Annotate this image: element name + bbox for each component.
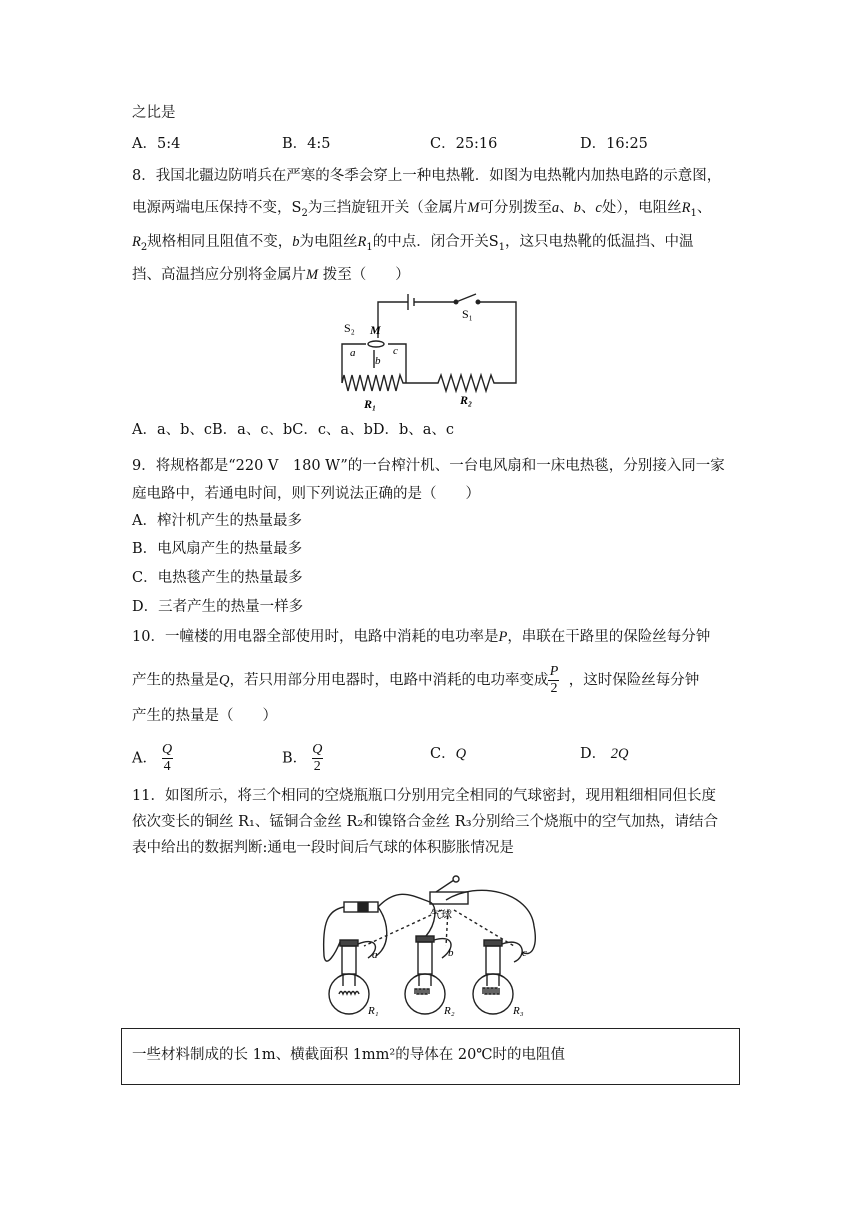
wire-c-label: c [522, 947, 527, 959]
m-label: M [370, 323, 381, 337]
q10-option-b[interactable]: B． $\frac{Q}{2}$ [282, 742, 323, 774]
q10-line-3: 产生的热量是（ ） [132, 708, 277, 724]
q10-line-1: 10．一幢楼的用电器全部使用时，电路中消耗的电功率是P，串联在干路里的保险丝每分钟 [132, 629, 711, 645]
q9-option-a[interactable]: A．榨汁机产生的热量最多 [132, 513, 302, 529]
q11-line-3: 表中给出的数据判断:通电一段时间后气球的体积膨胀情况是 [132, 840, 514, 856]
q9-option-b[interactable]: B．电风扇产生的热量最多 [132, 541, 303, 557]
q10-option-c[interactable]: C．Q [430, 746, 467, 762]
q9-line-1: 9．将规格都是“220 V 180 W”的一台榨汁机、一台电风扇和一床电热毯，分别接入同一家 [132, 458, 725, 474]
q10-line-2: 产生的热量是Q，若只用部分用电器时，电路中消耗的电功率变成 $\frac{P}{2}$ ，这时保险丝每分钟 [132, 664, 700, 696]
r1-label: R₁ [364, 397, 377, 411]
q10-option-d[interactable]: D． 2Q [580, 746, 629, 762]
q7-option-c[interactable]: C．25:16 [430, 136, 498, 152]
resistivity-table [121, 1028, 740, 1085]
q8-line-1: 8．我国北疆边防哨兵在严寒的冬季会穿上一种电热靴．如图为电热靴内加热电路的示意图， [132, 168, 722, 184]
q8-line-3: $R_2$规格相同且阻值不变，b为电阻丝$R_1$的中点．闭合开关$S_1$，这只电热靴的低温挡、中温 [132, 234, 694, 253]
q7-option-d[interactable]: D．16:25 [580, 136, 648, 152]
q11-line-1: 11．如图所示，将三个相同的空烧瓶瓶口分别用完全相同的气球密封，现用粗细相同但长度 [132, 788, 716, 804]
q11-line-2: 依次变长的铜丝 R₁、锰铜合金丝 R₂和镍铬合金丝 R₃分别给三个烧瓶中的空气加热，请结合 [132, 814, 719, 830]
q8-line-4: 挡、高温挡应分别将金属片M 拨至（ ） [132, 267, 410, 283]
balloon-label: 气球 [430, 909, 452, 921]
q9-option-c[interactable]: C．电热毯产生的热量最多 [132, 570, 303, 586]
q7-option-b[interactable]: B．4:5 [282, 136, 331, 152]
table-caption: 一些材料制成的长 1m、横截面积 1mm²的导体在 20℃时的电阻值 [132, 1047, 566, 1063]
flask-r3-label: R₃ [513, 1005, 524, 1017]
q7-option-a[interactable]: A．5:4 [132, 136, 181, 152]
flask-r2-label: R₂ [444, 1005, 455, 1017]
a-label: a [350, 347, 356, 359]
wire-b-label: b [448, 947, 454, 959]
wire-a-label: a [372, 949, 378, 961]
p-over-2-fraction: $\frac{P}{2}$ [549, 664, 559, 696]
q9-line-2: 庭电路中，若通电时间，则下列说法正确的是（ ） [132, 486, 480, 502]
q8-circuit-figure [338, 290, 523, 415]
q9-option-d[interactable]: D．三者产生的热量一样多 [132, 599, 304, 615]
q10-option-a[interactable]: A． $\frac{Q}{4}$ [132, 742, 173, 774]
r2-label: R₂ [460, 393, 473, 407]
s1-label: S₁ [462, 307, 473, 321]
flask-r1-label: R₁ [368, 1005, 379, 1017]
q7-tail: 之比是 [132, 105, 176, 121]
c-label: c [393, 345, 398, 357]
s2-label: S₂ [344, 321, 355, 335]
q8-options[interactable]: A．a、b、cB．a、c、bC．c、a、bD．b、a、c [132, 422, 455, 438]
q8-line-2: 电源两端电压保持不变，$S_2$为三挡旋钮开关（金属片M可分别拨至a、b、c处），电阻丝$R_1$、 [132, 200, 712, 219]
q11-flask-figure [318, 866, 550, 1018]
b-label: b [375, 355, 381, 367]
